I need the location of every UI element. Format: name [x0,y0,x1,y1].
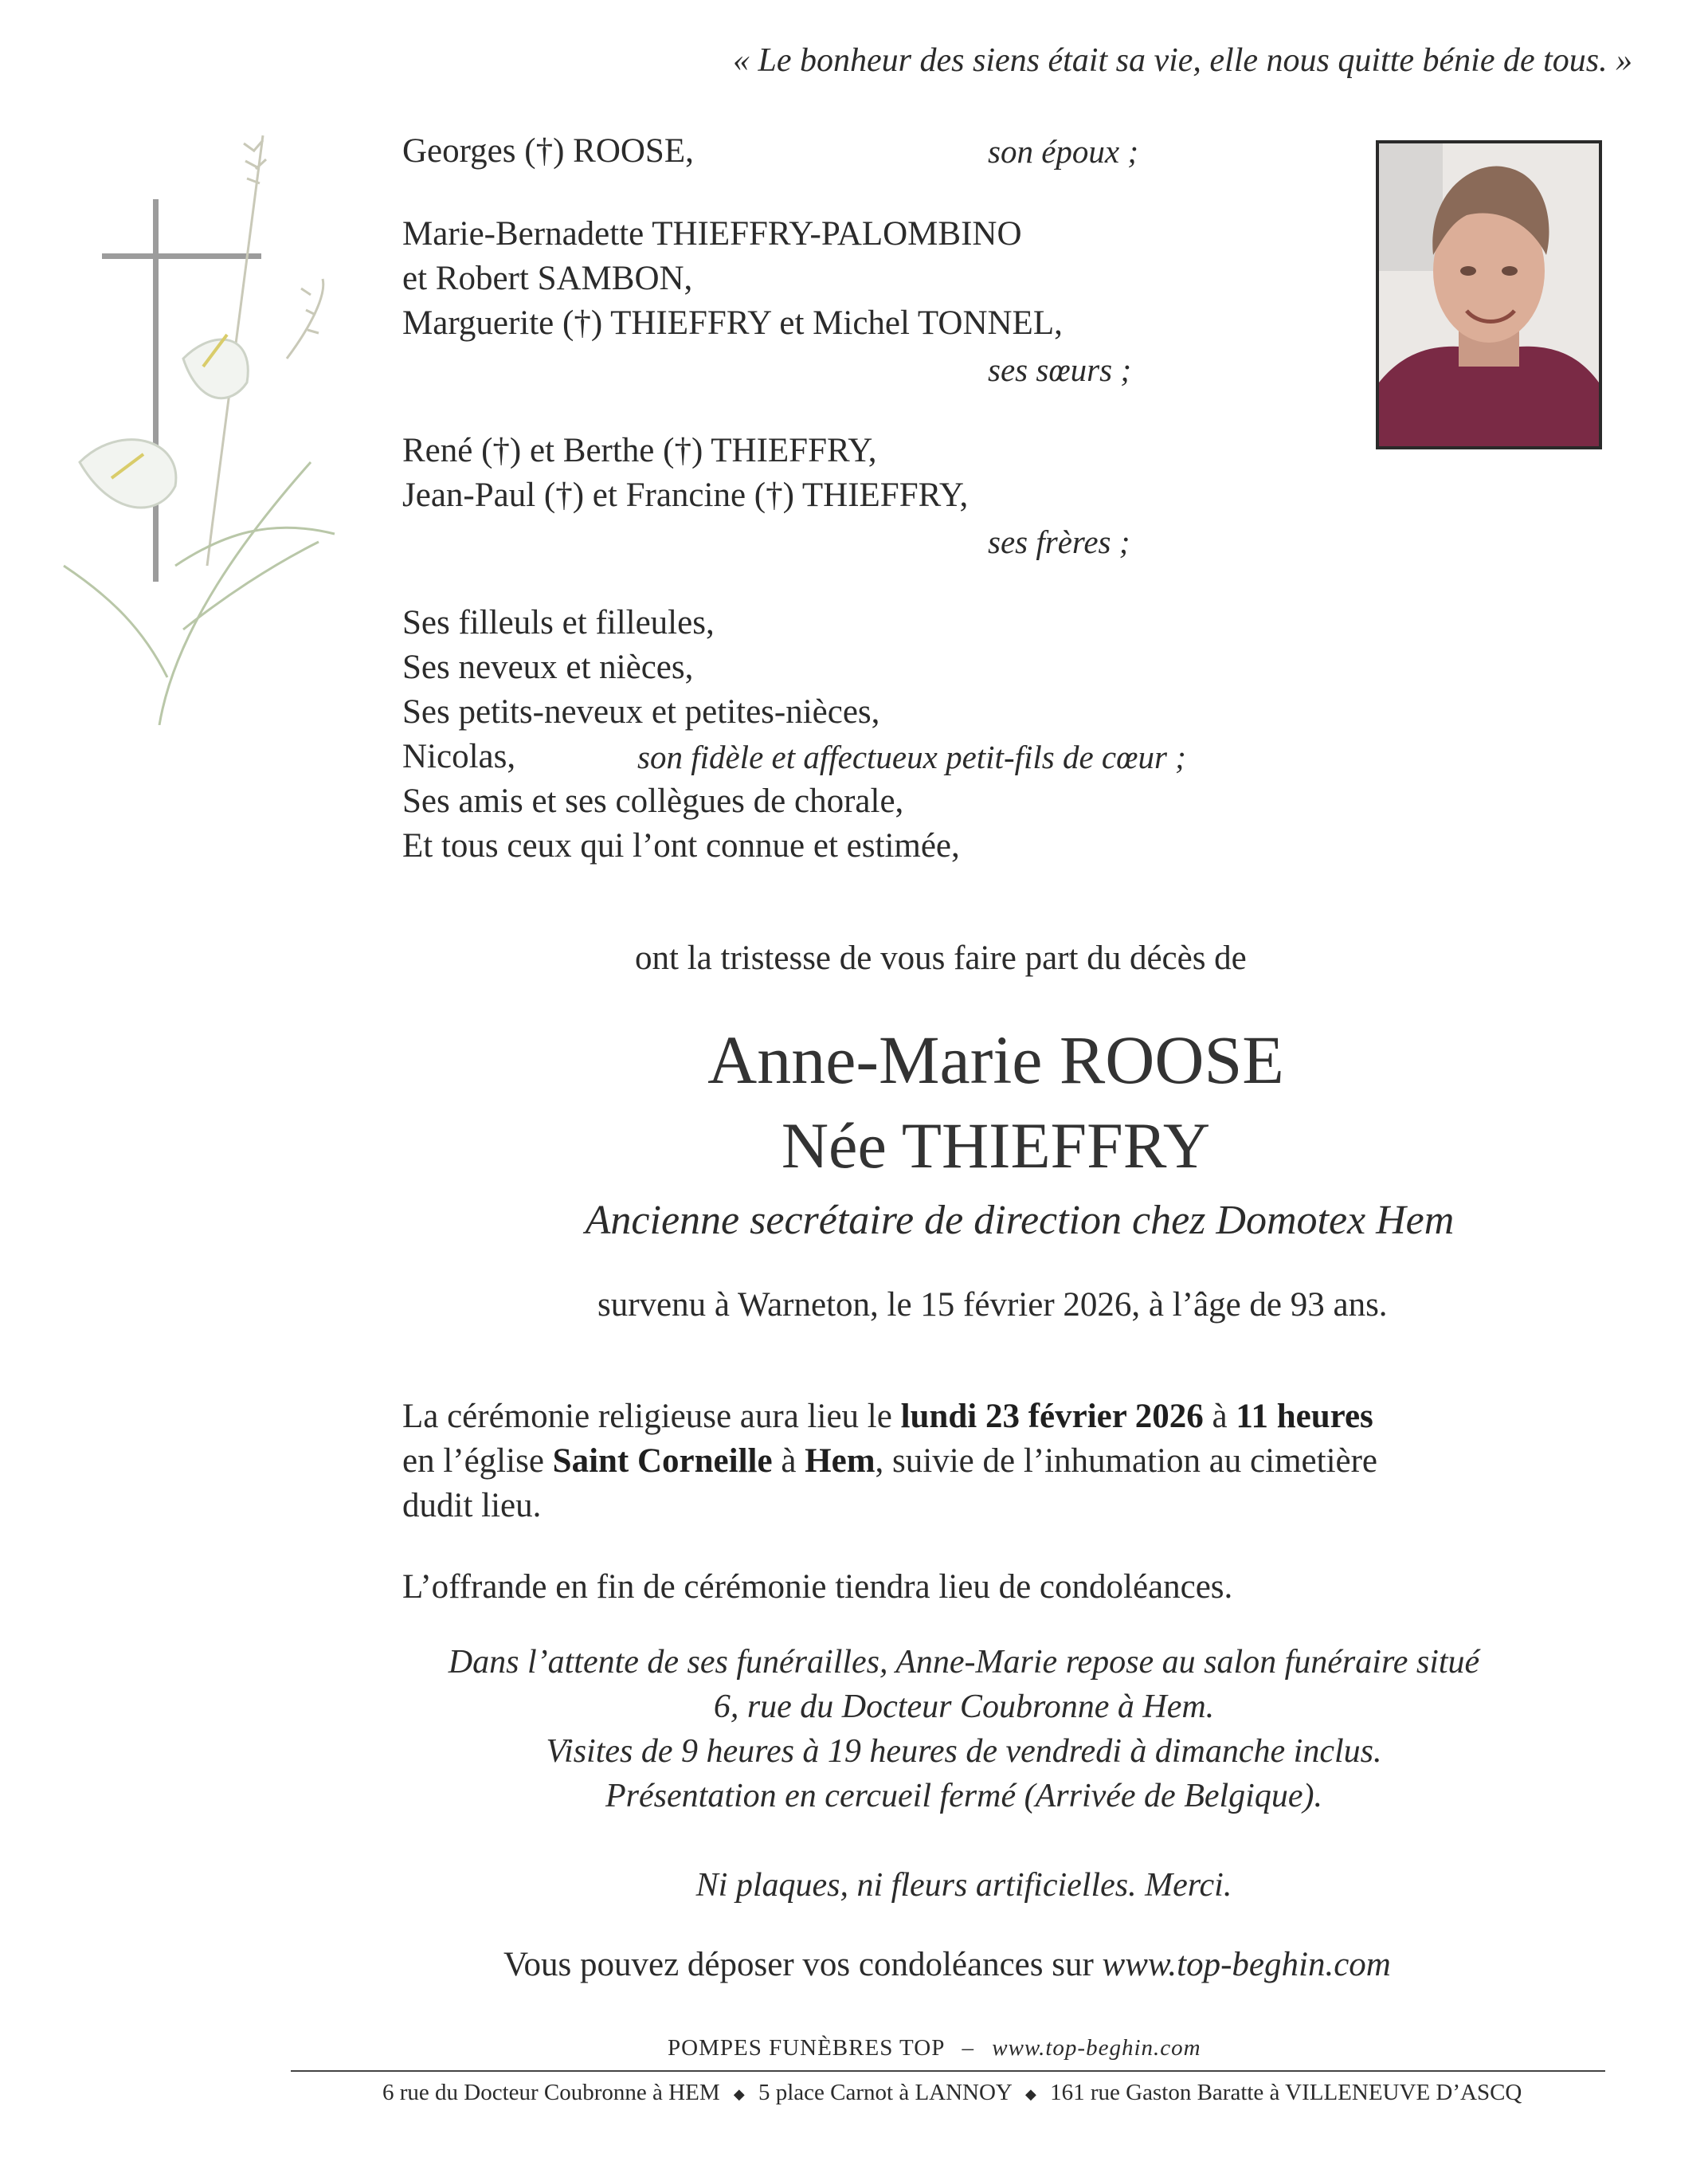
footer-dash: – [962,2035,974,2061]
ceremony-church: Saint Corneille [552,1442,773,1480]
footer-brand-line [668,2034,1201,2062]
sister-line: Marie-Bernadette THIEFFRY-PALOMBINO [402,215,1022,253]
no-flowers-note: Ni plaques, ni fleurs artificielles. Merci. [695,1867,1232,1904]
portrait-image [1379,143,1599,446]
footer-company: POMPES FUNÈBRES TOP [668,2035,945,2061]
death-info: survenu à Warneton, le 15 février 2026, à l’âge de 93 ans. [597,1286,1388,1324]
ceremony-text: La cérémonie religieuse aura lieu le [402,1398,901,1435]
condolences-line [503,1943,1391,1987]
epigraph: « Le bonheur des siens était sa vie, elle nous quitte bénie de tous. » [733,42,1633,79]
ceremony-date: lundi 23 février 2026 [900,1398,1204,1435]
footer-separator: ◆ [1025,2086,1036,2103]
others-line: Ses amis et ses collègues de chorale, [402,782,904,820]
ceremony-line-1 [402,1394,1373,1439]
sister-line: et Robert SAMBON, [402,260,693,297]
spouse-role: son époux ; [988,133,1139,170]
visitation-line: Présentation en cercueil fermé (Arrivée de Belgique). [605,1778,1322,1814]
offering-note: L’offrande en fin de cérémonie tiendra lieu de condoléances. [402,1568,1233,1606]
footer-website[interactable]: www.top-beghin.com [992,2035,1201,2061]
portrait-photo [1376,140,1602,449]
deceased-name: Anne-Marie ROOSE [707,1022,1284,1098]
visitation-line: 6, rue du Docteur Coubronne à Hem. [713,1689,1215,1725]
ceremony-line-3: dudit lieu. [402,1487,542,1524]
others-line: Ses neveux et nièces, [402,649,694,686]
brother-line: Jean-Paul (†) et Francine (†) THIEFFRY, [402,477,969,514]
footer-separator: ◆ [733,2086,745,2103]
announcement: ont la tristesse de vous faire part du décès de [635,939,1247,977]
ceremony-text: à [1203,1398,1236,1435]
footer-address: 5 place Carnot à LANNOY [758,2080,1012,2105]
footer-divider [291,2070,1605,2072]
others-line: Ses petits-neveux et petites-nièces, [402,693,880,731]
ceremony-town: Hem [805,1442,876,1480]
others-line: Et tous ceux qui l’ont connue et estimée, [402,827,960,865]
footer-address: 161 rue Gaston Baratte à VILLENEUVE D’ASCQ [1050,2080,1522,2105]
leaf-icon [64,462,335,725]
brothers-role: ses frères ; [988,524,1130,560]
nicolas-name: Nicolas, [402,738,516,775]
nicolas-role: son fidèle et affectueux petit-fils de cœur ; [637,739,1186,775]
condolences-text: Vous pouvez déposer vos condoléances sur [503,1946,1103,1983]
footer-addresses [382,2078,1522,2108]
ceremony-time: 11 heures [1236,1398,1373,1435]
footer-address: 6 rue du Docteur Coubronne à HEM [382,2080,720,2105]
deceased-maiden-name: Née THIEFFRY [781,1109,1211,1182]
sister-line: Marguerite (†) THIEFFRY et Michel TONNEL, [402,304,1063,342]
deceased-occupation: Ancienne secrétaire de direction chez Domotex Hem [585,1198,1455,1243]
ceremony-text: en l’église [402,1442,553,1480]
lily-icon [80,335,248,508]
ceremony-text: , suivie de l’inhumation au cimetière [875,1442,1378,1480]
others-line: Ses filleuls et filleules, [402,604,715,641]
ceremony-line-2 [402,1439,1377,1484]
spouse-name: Georges (†) ROOSE, [402,132,694,170]
ceremony-text: à [772,1442,805,1480]
visitation-line: Dans l’attente de ses funérailles, Anne-Marie repose au salon funéraire situé [448,1644,1480,1681]
brother-line: René (†) et Berthe (†) THIEFFRY, [402,432,877,469]
sisters-role: ses sœurs ; [988,351,1131,388]
condolences-link[interactable]: www.top-beghin.com [1102,1946,1391,1983]
visitation-line: Visites de 9 heures à 19 heures de vendredi à dimanche inclus. [546,1733,1382,1770]
cross-lily-decoration [48,120,351,725]
